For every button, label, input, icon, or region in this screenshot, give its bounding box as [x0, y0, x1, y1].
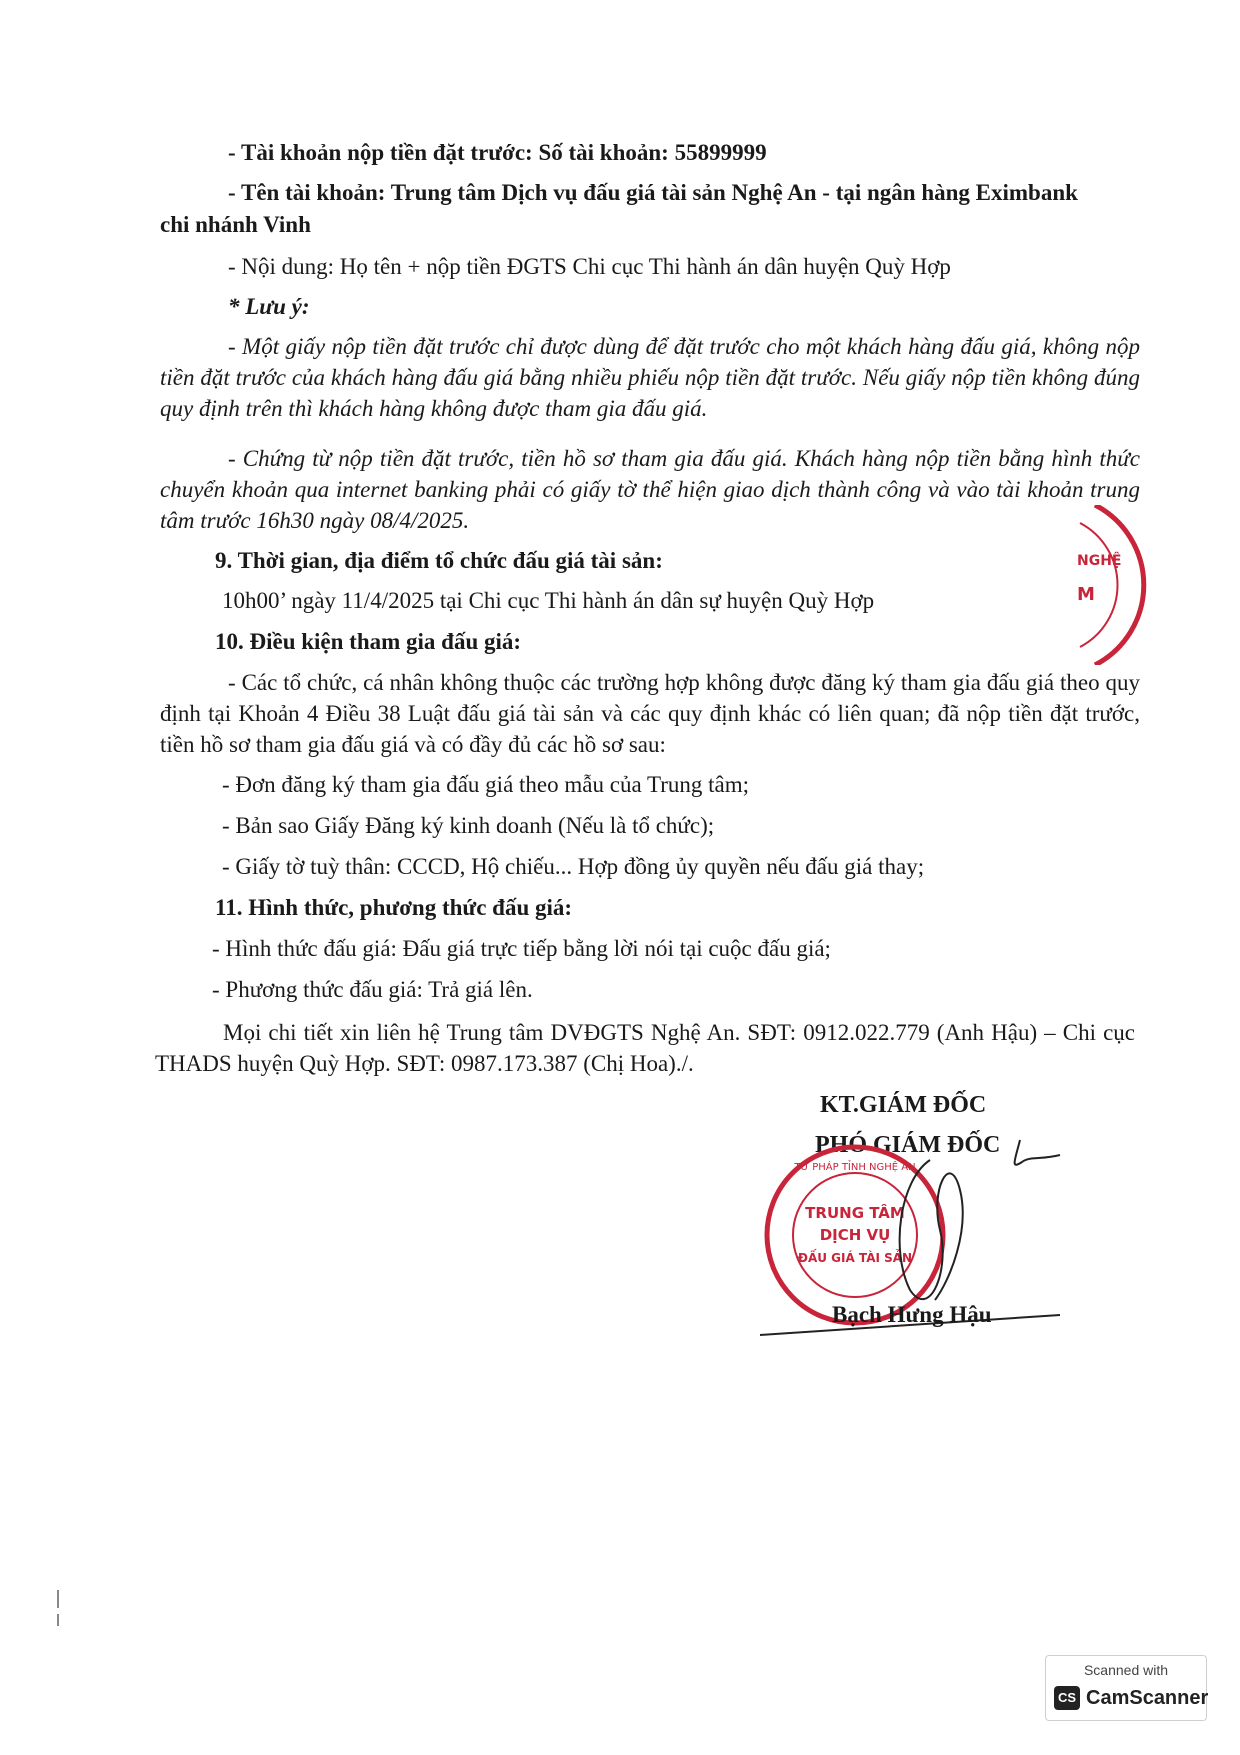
camscanner-watermark: [1045, 1655, 1207, 1721]
payment-content-line: - Nội dung: Họ tên + nộp tiền ĐGTS Chi cục Thi hành án dân huyện Quỳ Hợp: [228, 254, 951, 279]
watermark-scanned-text: Scanned with: [1083, 1662, 1169, 1678]
section-9-heading: 9. Thời gian, địa điểm tổ chức đấu giá tài sản:: [215, 548, 663, 573]
deposit-account-line: - Tài khoản nộp tiền đặt trước: Số tài khoản: 55899999: [228, 140, 767, 165]
contact-paragraph: Mọi chi tiết xin liên hệ Trung tâm DVĐGTS Nghệ An. SĐT: 0912.022.779 (Anh Hậu) – Chi cục THADS huyện Quỳ Hợp. SĐT: 0987.173.387 (Chị Hoa)./.: [155, 1020, 1135, 1076]
svg-text:M: M: [1077, 584, 1095, 605]
stamp-line-2: DỊCH VỤ: [819, 1226, 891, 1244]
requirement-registration-form: - Đơn đăng ký tham gia đấu giá theo mẫu của Trung tâm;: [222, 772, 750, 797]
signature-title-2: PHÓ GIÁM ĐỐC: [815, 1132, 1001, 1158]
section-9-content: 10h00’ ngày 11/4/2025 tại Chi cục Thi hành án dân sự huyện Quỳ Hợp: [222, 588, 875, 613]
scan-edge-mark: [57, 1590, 59, 1608]
account-name-line: - Tên tài khoản: Trung tâm Dịch vụ đấu giá tài sản Nghệ An - tại ngân hàng Eximbank: [228, 180, 1078, 205]
signature-title-1: KT.GIÁM ĐỐC: [820, 1092, 987, 1118]
stamp-line-1: TRUNG TÂM: [805, 1204, 905, 1222]
note-paragraph-2: - Chứng từ nộp tiền đặt trước, tiền hồ sơ tham gia đấu giá. Khách hàng nộp tiền bằng hình thức chuyển khoản qua internet banking phải có giấy tờ thể hiện giao dịch thành công và vào tài khoản trung tâm trước 16h30 ngày 08/4/2025.: [160, 446, 1140, 533]
auction-method-line: - Phương thức đấu giá: Trả giá lên.: [212, 977, 533, 1002]
camscanner-logo-icon: CS: [1054, 1686, 1080, 1710]
partial-red-stamp: [1075, 505, 1235, 665]
signer-name: Bạch Hưng Hậu: [832, 1302, 992, 1327]
requirement-id-documents: - Giấy tờ tuỳ thân: CCCD, Hộ chiếu... Hợp đồng ủy quyền nếu đấu giá thay;: [222, 854, 925, 879]
scan-edge-mark: [57, 1614, 59, 1626]
note-label: * Lưu ý:: [228, 294, 310, 319]
svg-text:TƯ PHÁP TỈNH NGHỆ AN: TƯ PHÁP TỈNH NGHỆ AN: [794, 1162, 916, 1173]
section-10-heading: 10. Điều kiện tham gia đấu giá:: [215, 629, 522, 654]
watermark-brand: CamScanner: [1086, 1687, 1209, 1709]
stamp-line-3: ĐẤU GIÁ TÀI SẢN: [797, 1251, 913, 1265]
section-11-heading: 11. Hình thức, phương thức đấu giá:: [215, 895, 573, 920]
auction-form-line: - Hình thức đấu giá: Đấu giá trực tiếp bằng lời nói tại cuộc đấu giá;: [212, 936, 831, 961]
requirement-business-license: - Bản sao Giấy Đăng ký kinh doanh (Nếu là tổ chức);: [222, 813, 715, 838]
account-branch-line: chi nhánh Vinh: [160, 212, 311, 237]
section-10-paragraph: - Các tổ chức, cá nhân không thuộc các trường hợp không được đăng ký tham gia đấu giá theo quy định tại Khoản 4 Điều 38 Luật đấu giá tài sản và các quy định khác có liên quan; đã nộp tiền đặt trước, tiền hồ sơ tham gia đấu giá và có đầy đủ các hồ sơ sau:: [160, 670, 1140, 757]
note-paragraph-1: - Một giấy nộp tiền đặt trước chỉ được dùng để đặt trước cho một khách hàng đấu giá, không nộp tiền đặt trước của khách hàng đấu giá bằng nhiều phiếu nộp tiền đặt trước. Nếu giấy nộp tiền không đúng quy định trên thì khách hàng không được tham gia đấu giá.: [160, 334, 1140, 421]
partial-stamp-text: NGHỆ: [1077, 553, 1122, 569]
